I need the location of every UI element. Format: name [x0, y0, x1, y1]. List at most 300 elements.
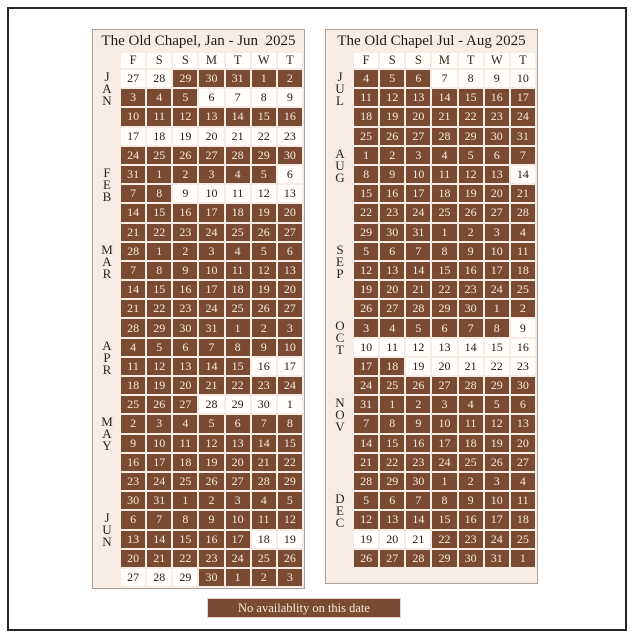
day-cell[interactable]: 9 [511, 319, 535, 336]
day-cell: 24 [511, 108, 535, 125]
day-cell: 15 [147, 204, 171, 221]
day-cell: 25 [354, 128, 378, 145]
day-cell: 9 [199, 511, 223, 528]
day-cell: 26 [252, 300, 276, 317]
day-cell: 31 [199, 319, 223, 336]
day-cell: 21 [199, 377, 223, 394]
day-cell: 23 [252, 377, 276, 394]
day-cell: 23 [173, 224, 197, 241]
day-cell: 24 [485, 531, 509, 548]
day-cell: 20 [380, 281, 404, 298]
day-cell: 28 [121, 243, 145, 260]
day-cell: 18 [226, 281, 250, 298]
day-cell: 14 [147, 531, 171, 548]
day-cell: 18 [511, 511, 535, 528]
day-cell[interactable]: 17 [278, 358, 302, 375]
day-cell: 23 [485, 108, 509, 125]
day-cell: 30 [485, 128, 509, 145]
day-cell[interactable]: 7 [226, 89, 250, 106]
day-cell: 11 [511, 243, 535, 260]
day-cell: 29 [432, 300, 456, 317]
day-cell: 8 [173, 511, 197, 528]
day-cell: 19 [380, 108, 404, 125]
day-cell: 24 [226, 550, 250, 567]
day-cell: 3 [278, 319, 302, 336]
day-cell: 10 [199, 262, 223, 279]
day-cell: 14 [199, 358, 223, 375]
day-cell: 5 [406, 319, 430, 336]
day-cell: 14 [432, 89, 456, 106]
day-cell: 22 [147, 224, 171, 241]
day-cell[interactable]: 19 [278, 531, 302, 548]
day-cell: 17 [354, 358, 378, 375]
day-cell: 31 [121, 166, 145, 183]
day-cell: 13 [226, 435, 250, 452]
day-cell: 4 [511, 224, 535, 241]
day-cell: 1 [485, 300, 509, 317]
day-cell: 30 [380, 224, 404, 241]
day-cell: 1 [252, 70, 276, 87]
day-cell: 2 [252, 319, 276, 336]
day-cell: 8 [278, 415, 302, 432]
day-cell[interactable]: 23 [278, 128, 302, 145]
day-cell[interactable]: 13 [432, 339, 456, 356]
day-cell: 30 [406, 473, 430, 490]
day-cell: 14 [406, 262, 430, 279]
day-cell[interactable]: 15 [485, 339, 509, 356]
day-cell: 1 [226, 319, 250, 336]
day-cell: 22 [380, 454, 404, 471]
day-cell: 8 [147, 262, 171, 279]
day-cell: 13 [173, 358, 197, 375]
day-cell: 11 [354, 89, 378, 106]
day-cell[interactable]: 14 [511, 166, 535, 183]
day-cell: 27 [380, 550, 404, 567]
day-cell: 27 [406, 128, 430, 145]
day-cell: 29 [252, 147, 276, 164]
day-cell: 28 [226, 147, 250, 164]
day-cell: 2 [199, 492, 223, 509]
day-cell: 1 [380, 396, 404, 413]
day-cell: 3 [147, 415, 171, 432]
day-header: T [459, 53, 483, 68]
day-cell: 14 [252, 435, 276, 452]
day-cell: 10 [226, 511, 250, 528]
day-header: M [432, 53, 456, 68]
day-cell: 29 [459, 128, 483, 145]
day-cell: 31 [226, 70, 250, 87]
day-cell: 8 [432, 243, 456, 260]
day-cell: 1 [511, 550, 535, 567]
day-cell[interactable]: 19 [173, 128, 197, 145]
day-cell: 26 [278, 550, 302, 567]
day-cell[interactable]: 19 [406, 358, 430, 375]
day-cell: 2 [173, 166, 197, 183]
day-cell[interactable]: 9 [485, 70, 509, 87]
day-cell: 21 [147, 550, 171, 567]
day-cell: 17 [485, 511, 509, 528]
day-cell: 7 [354, 415, 378, 432]
day-cell: 7 [511, 147, 535, 164]
day-cell: 25 [511, 531, 535, 548]
day-cell: 23 [199, 550, 223, 567]
day-cell: 15 [432, 262, 456, 279]
day-cell: 5 [380, 70, 404, 87]
day-cell: 3 [485, 473, 509, 490]
day-cell: 11 [147, 108, 171, 125]
calendar-panel-jan-jun [92, 29, 305, 589]
day-cell: 12 [485, 415, 509, 432]
day-cell[interactable]: 21 [459, 358, 483, 375]
day-cell: 26 [252, 224, 276, 241]
day-cell: 13 [199, 108, 223, 125]
day-cell: 10 [485, 492, 509, 509]
month-label-nov: N O V [335, 395, 345, 435]
day-cell: 26 [199, 473, 223, 490]
day-cell: 17 [511, 89, 535, 106]
day-cell: 8 [485, 319, 509, 336]
panel-title: The Old Chapel, Jan - Jun 2025 [101, 33, 296, 49]
day-cell: 30 [199, 70, 223, 87]
day-cell: 14 [121, 281, 145, 298]
day-cell: 15 [278, 435, 302, 452]
day-cell[interactable]: 8 [459, 70, 483, 87]
day-header: S [147, 53, 171, 68]
day-cell: 29 [278, 473, 302, 490]
day-cell: 12 [354, 511, 378, 528]
day-cell: 25 [380, 377, 404, 394]
day-cell: 15 [432, 511, 456, 528]
day-cell: 19 [252, 281, 276, 298]
month-label-oct: O C T [335, 318, 345, 358]
day-cell: 10 [432, 415, 456, 432]
day-cell: 20 [121, 550, 145, 567]
day-cell: 2 [380, 147, 404, 164]
day-cell: 24 [199, 300, 223, 317]
day-cell: 4 [252, 492, 276, 509]
day-cell: 21 [432, 108, 456, 125]
day-cell: 23 [459, 281, 483, 298]
day-cell[interactable]: 28 [147, 70, 171, 87]
day-cell: 16 [121, 454, 145, 471]
day-cell: 13 [380, 511, 404, 528]
day-cell: 6 [173, 339, 197, 356]
day-cell: 5 [252, 243, 276, 260]
day-cell[interactable]: 27 [121, 569, 145, 586]
day-cell: 5 [459, 147, 483, 164]
day-cell: 17 [226, 531, 250, 548]
day-cell: 10 [485, 243, 509, 260]
day-cell: 9 [380, 166, 404, 183]
day-cell: 27 [199, 147, 223, 164]
day-cell: 18 [121, 377, 145, 394]
day-cell[interactable]: 6 [199, 89, 223, 106]
day-cell[interactable]: 28 [199, 396, 223, 413]
day-cell: 6 [406, 70, 430, 87]
day-cell: 12 [354, 262, 378, 279]
day-cell: 30 [121, 492, 145, 509]
day-cell: 24 [485, 281, 509, 298]
day-cell: 25 [147, 147, 171, 164]
day-cell[interactable]: 22 [485, 358, 509, 375]
day-cell: 24 [432, 454, 456, 471]
day-cell: 3 [199, 166, 223, 183]
day-cell: 2 [459, 473, 483, 490]
day-cell: 18 [354, 108, 378, 125]
day-cell: 6 [226, 415, 250, 432]
day-cell: 14 [406, 511, 430, 528]
day-cell: 14 [354, 435, 378, 452]
day-cell: 30 [459, 300, 483, 317]
day-cell: 5 [252, 166, 276, 183]
day-cell[interactable]: 13 [278, 185, 302, 202]
day-cell[interactable]: 21 [406, 531, 430, 548]
day-header: S [173, 53, 197, 68]
day-cell[interactable]: 14 [459, 339, 483, 356]
day-cell: 18 [511, 262, 535, 279]
day-cell: 19 [459, 185, 483, 202]
day-cell: 2 [459, 224, 483, 241]
day-cell: 28 [252, 473, 276, 490]
legend-label: No availablity on this date [238, 600, 370, 615]
day-header: S [406, 53, 430, 68]
day-cell: 15 [173, 531, 197, 548]
day-cell[interactable]: 11 [380, 339, 404, 356]
day-cell: 1 [173, 492, 197, 509]
day-cell: 11 [173, 435, 197, 452]
month-label-jan: J A N [102, 69, 112, 108]
day-cell: 28 [511, 204, 535, 221]
day-cell[interactable]: 10 [511, 70, 535, 87]
day-cell: 17 [199, 204, 223, 221]
day-cell[interactable]: 29 [226, 396, 250, 413]
day-cell: 18 [380, 358, 404, 375]
day-cell: 1 [432, 473, 456, 490]
day-cell: 27 [485, 204, 509, 221]
day-cell[interactable]: 28 [147, 569, 171, 586]
day-cell: 17 [432, 435, 456, 452]
day-cell: 8 [380, 415, 404, 432]
month-label-sep: S E P [336, 241, 344, 281]
day-cell[interactable]: 20 [380, 531, 404, 548]
day-cell[interactable]: 18 [252, 531, 276, 548]
day-cell: 6 [485, 147, 509, 164]
day-cell: 23 [121, 473, 145, 490]
day-cell: 26 [406, 377, 430, 394]
day-cell: 17 [406, 185, 430, 202]
day-cell: 19 [354, 281, 378, 298]
day-cell: 30 [459, 550, 483, 567]
day-cell: 28 [459, 377, 483, 394]
day-cell[interactable]: 12 [406, 339, 430, 356]
day-cell: 15 [380, 435, 404, 452]
day-cell: 17 [199, 281, 223, 298]
day-cell: 2 [252, 569, 276, 586]
day-cell: 26 [173, 147, 197, 164]
day-cell[interactable]: 16 [252, 358, 276, 375]
day-cell: 13 [511, 415, 535, 432]
day-cell: 6 [511, 396, 535, 413]
panel-title: The Old Chapel Jul - Aug 2025 [337, 33, 526, 49]
day-cell: 26 [354, 300, 378, 317]
day-cell: 24 [354, 377, 378, 394]
day-cell: 14 [226, 108, 250, 125]
day-cell: 25 [226, 300, 250, 317]
day-cell[interactable]: 20 [199, 128, 223, 145]
day-cell[interactable]: 1 [278, 396, 302, 413]
day-cell: 29 [354, 224, 378, 241]
day-cell[interactable]: 21 [226, 128, 250, 145]
day-cell: 23 [459, 531, 483, 548]
day-cell: 1 [354, 147, 378, 164]
day-cell: 16 [278, 108, 302, 125]
day-cell: 6 [380, 492, 404, 509]
day-cell: 3 [485, 224, 509, 241]
day-cell: 17 [485, 262, 509, 279]
day-cell: 27 [226, 473, 250, 490]
day-cell: 18 [432, 185, 456, 202]
day-cell: 7 [121, 262, 145, 279]
day-cell: 11 [121, 358, 145, 375]
day-header: T [511, 53, 535, 68]
day-cell: 25 [226, 224, 250, 241]
grid-corner [95, 53, 119, 68]
day-cell: 8 [147, 185, 171, 202]
day-cell: 20 [278, 281, 302, 298]
day-cell[interactable]: 22 [252, 128, 276, 145]
day-cell: 7 [459, 319, 483, 336]
day-cell: 3 [199, 243, 223, 260]
day-cell[interactable]: 30 [252, 396, 276, 413]
day-cell: 21 [121, 300, 145, 317]
day-cell: 22 [226, 377, 250, 394]
day-header: F [121, 53, 145, 68]
day-cell: 2 [173, 243, 197, 260]
day-cell[interactable]: 17 [121, 128, 145, 145]
day-cell[interactable]: 23 [511, 358, 535, 375]
day-cell: 2 [278, 70, 302, 87]
day-cell: 20 [485, 185, 509, 202]
day-cell[interactable]: 29 [173, 569, 197, 586]
month-label-may: M A Y [101, 414, 113, 454]
day-cell: 5 [354, 492, 378, 509]
day-cell: 16 [173, 281, 197, 298]
day-cell: 8 [432, 492, 456, 509]
day-cell: 23 [380, 204, 404, 221]
day-cell: 5 [485, 396, 509, 413]
day-cell: 27 [278, 224, 302, 241]
day-cell[interactable]: 9 [278, 89, 302, 106]
day-cell: 9 [173, 262, 197, 279]
day-cell: 26 [459, 204, 483, 221]
calendar-grid [328, 53, 535, 567]
day-cell: 5 [173, 89, 197, 106]
day-cell: 13 [485, 166, 509, 183]
day-cell: 22 [278, 454, 302, 471]
day-cell[interactable]: 6 [278, 166, 302, 183]
day-cell: 10 [278, 339, 302, 356]
day-cell: 12 [278, 511, 302, 528]
day-cell: 19 [147, 377, 171, 394]
day-cell: 7 [406, 492, 430, 509]
day-cell: 4 [354, 70, 378, 87]
day-cell: 29 [432, 550, 456, 567]
day-cell: 26 [354, 550, 378, 567]
day-cell: 26 [485, 454, 509, 471]
day-header: T [278, 53, 302, 68]
day-cell: 7 [406, 243, 430, 260]
calendar-grid [95, 53, 302, 586]
day-cell: 31 [511, 128, 535, 145]
day-cell: 5 [354, 243, 378, 260]
day-cell[interactable]: 9 [173, 185, 197, 202]
day-cell: 6 [121, 511, 145, 528]
day-cell: 23 [406, 454, 430, 471]
day-cell: 6 [432, 319, 456, 336]
day-cell: 3 [432, 396, 456, 413]
day-cell: 25 [459, 454, 483, 471]
day-cell: 30 [199, 569, 223, 586]
day-cell[interactable]: 16 [511, 339, 535, 356]
day-cell: 8 [226, 339, 250, 356]
day-cell[interactable]: 27 [121, 70, 145, 87]
day-cell: 15 [354, 185, 378, 202]
day-cell: 25 [173, 473, 197, 490]
day-cell: 10 [406, 166, 430, 183]
day-cell[interactable]: 10 [199, 185, 223, 202]
day-cell: 20 [173, 377, 197, 394]
day-cell: 16 [485, 89, 509, 106]
day-cell[interactable]: 18 [147, 128, 171, 145]
day-cell: 29 [173, 70, 197, 87]
day-cell[interactable]: 8 [252, 89, 276, 106]
day-cell: 22 [173, 550, 197, 567]
month-label-feb: F E B [102, 164, 112, 204]
day-cell: 16 [380, 185, 404, 202]
day-cell: 18 [459, 435, 483, 452]
day-cell: 24 [199, 224, 223, 241]
day-cell[interactable]: 19 [354, 531, 378, 548]
day-cell: 3 [354, 319, 378, 336]
day-cell: 20 [226, 454, 250, 471]
day-cell: 3 [226, 492, 250, 509]
day-cell[interactable]: 12 [252, 185, 276, 202]
day-cell: 13 [406, 89, 430, 106]
day-cell: 16 [459, 262, 483, 279]
day-cell: 30 [173, 319, 197, 336]
day-cell[interactable]: 11 [226, 185, 250, 202]
day-cell: 15 [226, 358, 250, 375]
day-cell: 7 [199, 339, 223, 356]
day-cell: 4 [121, 339, 145, 356]
day-cell[interactable]: 20 [432, 358, 456, 375]
day-cell: 4 [226, 166, 250, 183]
day-cell: 22 [432, 281, 456, 298]
day-cell: 2 [511, 300, 535, 317]
day-cell: 21 [121, 224, 145, 241]
day-cell: 14 [121, 204, 145, 221]
day-cell: 25 [121, 396, 145, 413]
day-cell: 29 [147, 319, 171, 336]
day-cell: 4 [432, 147, 456, 164]
day-cell[interactable]: 10 [354, 339, 378, 356]
month-label-aug: A U G [335, 145, 345, 185]
day-cell[interactable]: 7 [432, 70, 456, 87]
day-cell: 21 [354, 454, 378, 471]
day-cell: 18 [173, 454, 197, 471]
day-cell: 6 [278, 243, 302, 260]
day-header: W [485, 53, 509, 68]
